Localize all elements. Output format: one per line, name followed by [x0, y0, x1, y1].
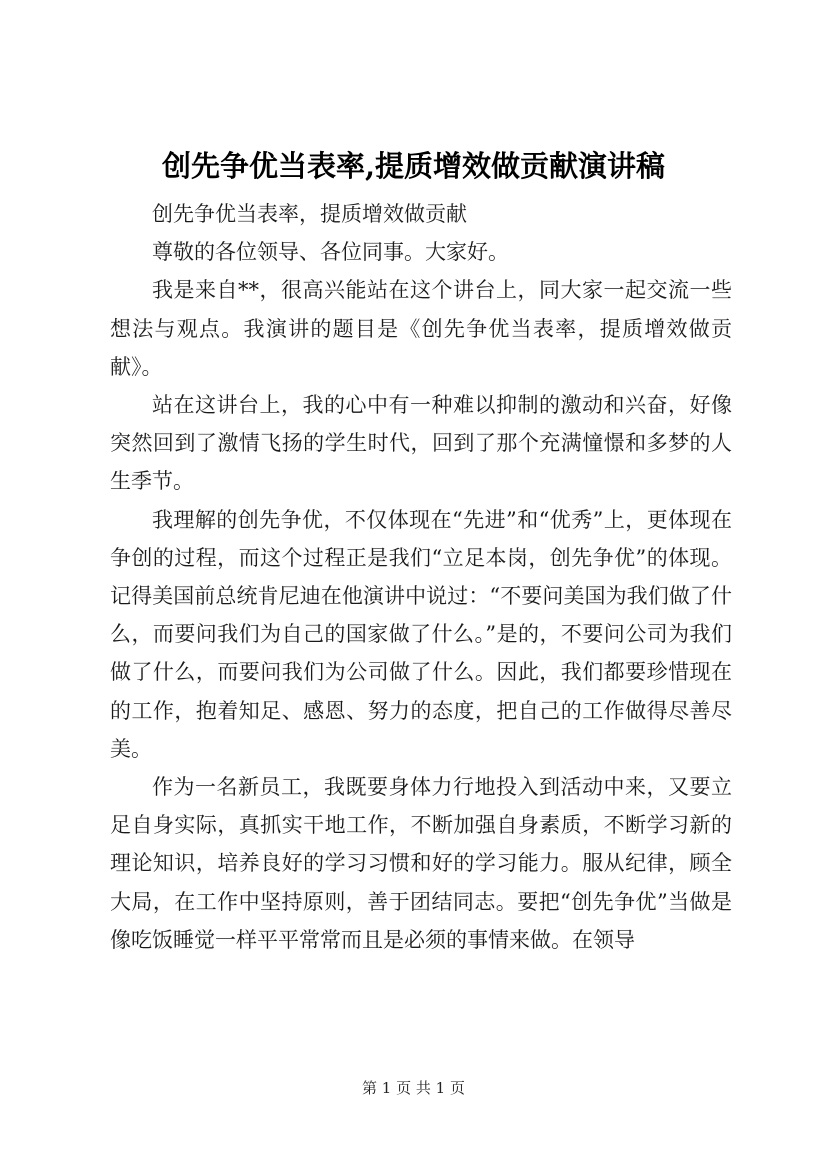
paragraph-subtitle: 创先争优当表率，提质增效做贡献 — [152, 202, 467, 226]
page-number-footer: 第 1 页 共 1 页 — [362, 1079, 465, 1097]
paragraph-introduction: 我是来自**，很高兴能站在这个讲台上，同大家一起交流一些想法与观点。我演讲的题目是《创先争优当表率，提质增效做贡献》。 — [110, 278, 732, 379]
paragraph-feelings: 站在这讲台上，我的心中有一种难以抑制的激动和兴奋，好像突然回到了激情飞扬的学生时代，回到了那个充满憧憬和多梦的人生季节。 — [110, 393, 732, 494]
document-title: 创先争优当表率,提质增效做贡献演讲稿 — [161, 149, 666, 183]
paragraph-new-employee: 作为一名新员工，我既要身体力行地投入到活动中来，又要立足自身实际，真抓实干地工作，不断加强自身素质，不断学习新的理论知识，培养良好的学习习惯和好的学习能力。服从纪律，顾全大局，在工作中坚持原则，善于团结同志。要把“创先争优”当做是像吃饭睡觉一样平平常常而且是必须的事情来做。在领导 — [110, 775, 732, 952]
paragraph-understanding: 我理解的创先争优，不仅体现在“先进”和“优秀”上，更体现在争创的过程，而这个过程正是我们“立足本岗，创先争优”的体现。记得美国前总统肯尼迪在他演讲中说过：“不要问美国为我们做了什么，而要问我们为自己的国家做了什么。”是的，不要问公司为我们做了什么，而要问我们为公司做了什么。因此，我们都要珍惜现在的工作，抱着知足、感恩、努力的态度，把自己的工作做得尽善尽美。 — [110, 507, 732, 761]
paragraph-greeting: 尊敬的各位领导、各位同事。大家好。 — [152, 240, 509, 265]
document-body — [110, 195, 732, 959]
